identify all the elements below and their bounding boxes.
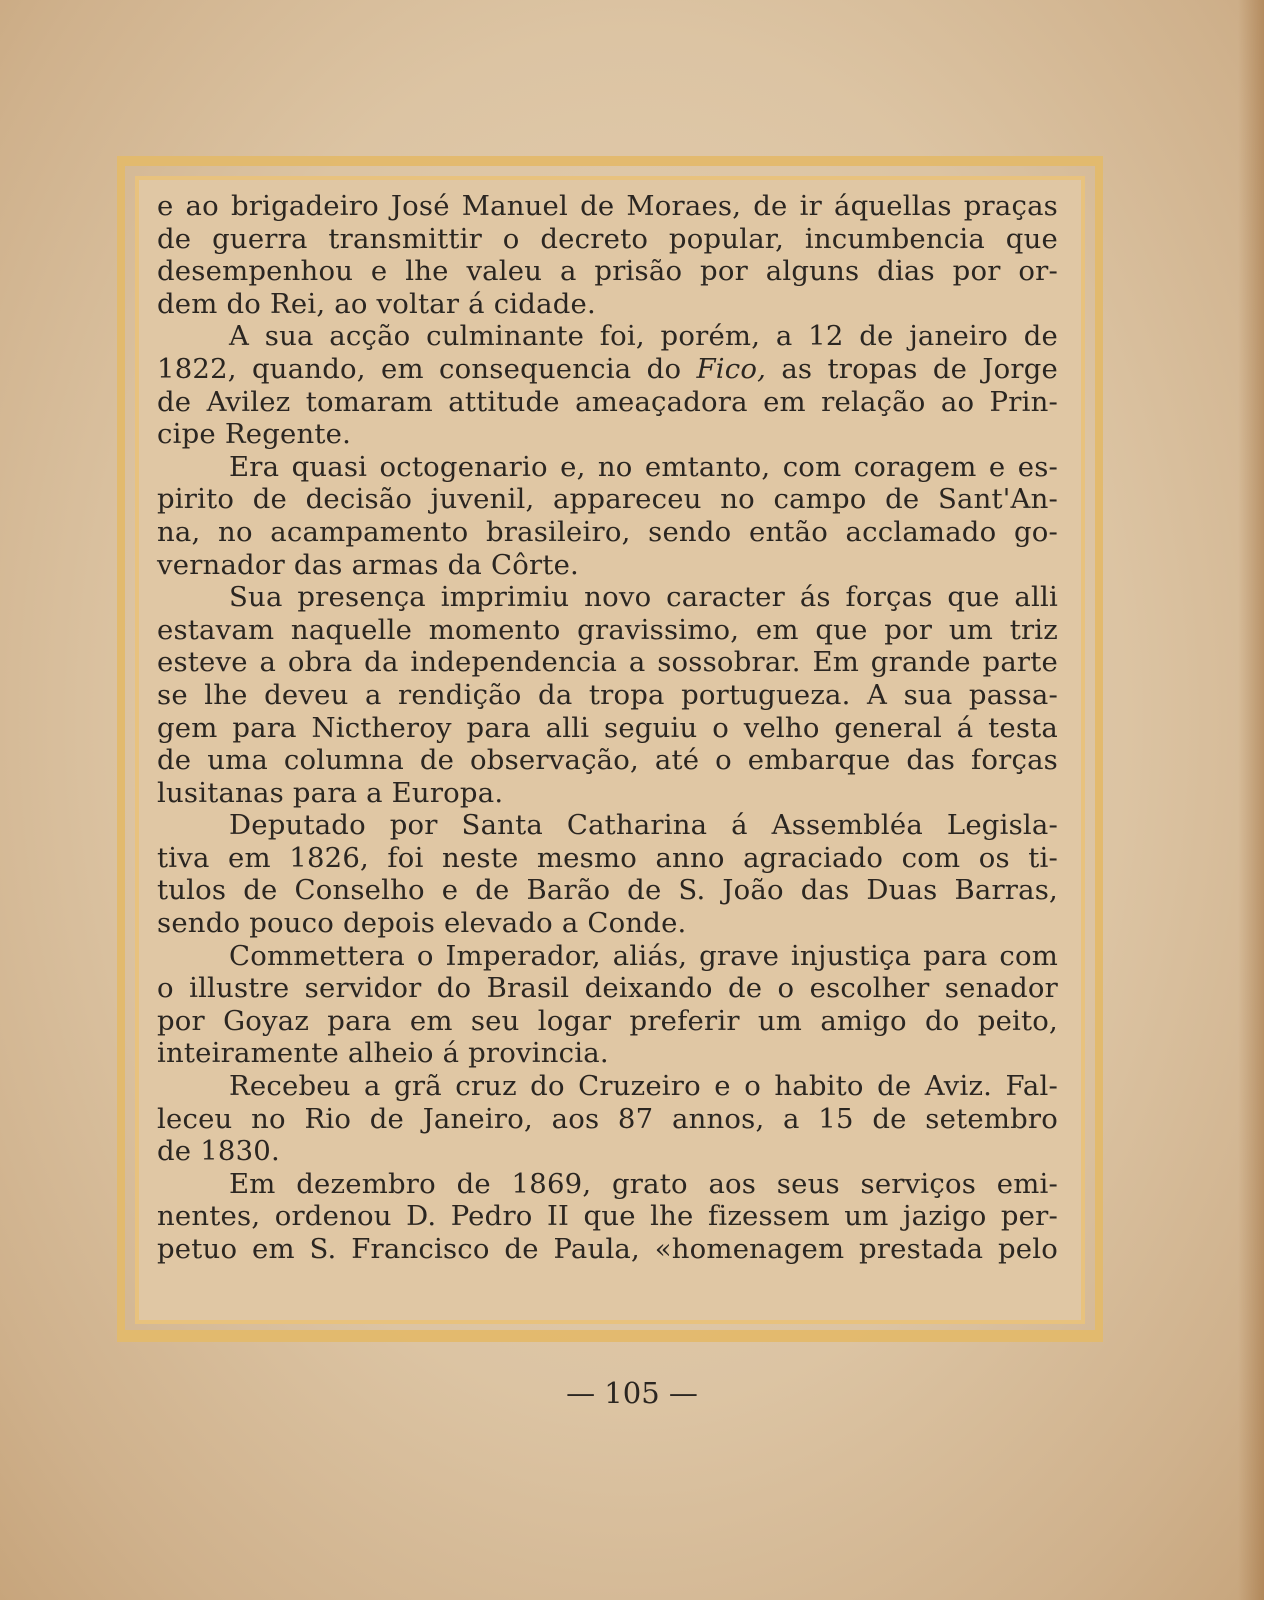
emphasis-fico: Fico, [696,352,767,385]
text-line: cipe Regente. [157,418,352,451]
text-line: inteiramente alheio á provincia. [157,1037,609,1070]
text-line: se lhe deveu a rendição da tropa portugueza. A sua passa- [157,678,1058,711]
text-line: petuo em S. Francisco de Paula, «homenagem prestada pelo [157,1233,1058,1265]
page-number: — 105 — [566,1376,698,1410]
text-line: gem para Nictheroy para alli seguiu o velho general á testa [157,711,1058,744]
body-text [157,190,1058,1266]
text-line: Em dezembro de 1869, grato aos seus serviços emi- [229,1167,1058,1200]
text-line: leceu no Rio de Janeiro, aos 87 annos, a 15 de setembro [157,1102,1058,1135]
text-line: de Avilez tomaram attitude ameaçadora em relação ao Prin- [157,385,1058,418]
text-line: o illustre servidor do Brasil deixando de o escolher senador [157,972,1058,1005]
text-line: vernador das armas da Côrte. [157,548,579,581]
text-line: de guerra transmittir o decreto popular, incumbencia que [157,222,1058,255]
text-line: estavam naquelle momento gravissimo, em que por um triz [157,613,1058,646]
text-line: de 1830. [157,1135,280,1168]
text-line: A sua acção culminante foi, porém, a 12 de janeiro de [229,320,1058,353]
text-line: Commettera o Imperador, aliás, grave injustiça para com [229,939,1058,972]
text-line: esteve a obra da independencia a sossobrar. Em grande parte [157,646,1058,679]
text-line: nentes, ordenou D. Pedro II que lhe fizessem um jazigo per- [157,1200,1058,1233]
text-line: dem do Rei, ao voltar á cidade. [157,287,596,320]
page-edge-shadow [1238,0,1264,1600]
text-line: sendo pouco depois elevado a Conde. [157,907,687,940]
text-line: e ao brigadeiro José Manuel de Moraes, de ir áquellas praças [157,190,1058,222]
text-line: Recebeu a grã cruz do Cruzeiro e o habito de Aviz. Fal- [229,1070,1058,1103]
text-line: Era quasi octogenario e, no emtanto, com coragem e es- [229,450,1058,483]
text-line: Deputado por Santa Catharina á Assembléa Legisla- [229,809,1058,842]
text-line: de uma columna de observação, até o embarque das forças [157,744,1058,777]
text-segment: as tropas de Jorge [766,352,1058,385]
text-line: Sua presença imprimiu novo caracter ás forças que alli [229,581,1058,614]
text-line: na, no acampamento brasileiro, sendo então acclamado go- [157,515,1058,548]
text-line [157,353,1058,386]
text-line: por Goyaz para em seu logar preferir um amigo do peito, [157,1004,1058,1037]
text-line: tiva em 1826, foi neste mesmo anno agraciado com os ti- [157,841,1058,874]
text-line: tulos de Conselho e de Barão de S. João das Duas Barras, [157,874,1058,907]
text-segment: 1822, quando, em consequencia do [157,352,697,385]
text-line: pirito de decisão juvenil, appareceu no campo de Sant'An- [157,483,1058,516]
text-line: desempenhou e lhe valeu a prisão por alguns dias por or- [157,255,1058,288]
text-line: lusitanas para a Europa. [157,776,504,809]
